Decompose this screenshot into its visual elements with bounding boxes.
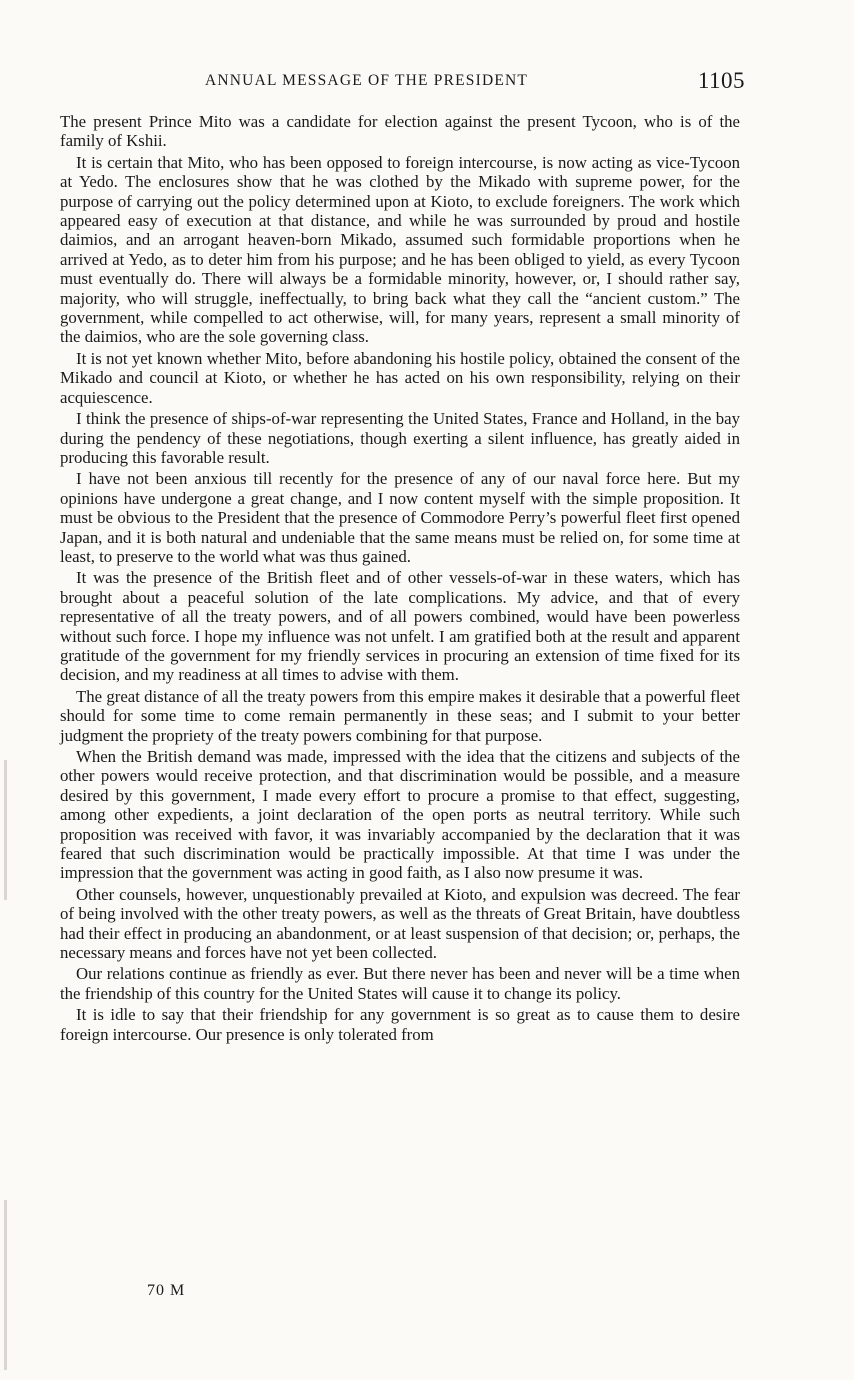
page-header [60, 68, 745, 98]
body-text [60, 112, 740, 1046]
paragraph: It is idle to say that their friendship for any government is so great as to cause them to desire foreign intercourse. Our presence is only tolerated from [60, 1005, 740, 1044]
scan-edge-mark [4, 760, 7, 900]
paragraph: When the British demand was made, impressed with the idea that the citizens and subjects of the other powers would receive protection, and that discrimination would be possible, and a measure desired by this government, I made every effort to procure a promise to that effect, suggesting, among other expedients, a joint declaration of the open ports as neutral territory. While such proposition was received with favor, it was invariably accompanied by the declaration that it was feared that such discrimination would be practically impossible. At that time I was under the impression that the government was acting in good faith, as I also now presume it was. [60, 747, 740, 883]
paragraph: It is certain that Mito, who has been opposed to foreign intercourse, is now acting as vice-Tycoon at Yedo. The enclosures show that he was clothed by the Mikado with supreme power, for the purpose of carrying out the policy determined upon at Kioto, to exclude foreigners. The work which appeared easy of execution at that distance, and while he was surrounded by proud and hostile daimios, and an arrogant heaven-born Mikado, assumed such formidable proportions when he arrived at Yedo, as to deter him from his purpose; and he has been obliged to yield, as every Tycoon must eventually do. There will always be a formidable minority, however, or, I should rather say, majority, who will struggle, ineffectually, to bring back what they call the “ancient custom.” The government, while compelled to act otherwise, will, for many years, represent a small minority of the daimios, who are the sole governing class. [60, 152, 740, 347]
paragraph: It was the presence of the British fleet and of other vessels-of-war in these waters, which has brought about a peaceful solution of the late complications. My advice, and that of every representative of all the treaty powers, and of all powers combined, would have been powerless without such force. I hope my influence was not unfelt. I am gratified both at the result and apparent gratitude of the government for my friendly services in procuring an extension of time fixed for its decision, and my readiness at all times to advise with them. [60, 568, 740, 685]
paragraph: Our relations continue as friendly as ever. But there never has been and never will be a time when the friendship of this country for the United States will cause it to change its policy. [60, 964, 740, 1003]
paragraph: Other counsels, however, unquestionably prevailed at Kioto, and expulsion was decreed. The fear of being involved with the other treaty powers, as well as the threats of Great Britain, have doubtless had their effect in producing an abandonment, or at least suspension of that decision; or, perhaps, the necessary means and forces have not yet been collected. [60, 884, 740, 963]
paragraph: The present Prince Mito was a candidate for election against the present Tycoon, who is of the family of Kshii. [60, 112, 740, 151]
signature-mark: 70 M [147, 1282, 186, 1299]
running-head: ANNUAL MESSAGE OF THE PRESIDENT [205, 72, 529, 89]
scan-edge-mark [4, 1200, 7, 1370]
paragraph: The great distance of all the treaty powers from this empire makes it desirable that a powerful fleet should for some time to come remain permanently in these seas; and I submit to your better judgment the propriety of the treaty powers combining for that purpose. [60, 686, 740, 745]
paragraph: I think the presence of ships-of-war representing the United States, France and Holland, in the bay during the pendency of these negotiations, though exerting a silent influence, has greatly aided in producing this favorable result. [60, 409, 740, 467]
paragraph: I have not been anxious till recently for the presence of any of our naval force here. But my opinions have undergone a great change, and I now content myself with the simple proposition. It must be obvious to the President that the presence of Commodore Perry’s powerful fleet first opened Japan, and it is both natural and undeniable that the same means must be relied on, for some time at least, to preserve to the world what was thus gained. [60, 469, 740, 566]
paragraph: It is not yet known whether Mito, before abandoning his hostile policy, obtained the consent of the Mikado and council at Kioto, or whether he has acted on his own responsibility, relying on their acquiescence. [60, 348, 740, 407]
page-number: 1105 [697, 68, 745, 93]
